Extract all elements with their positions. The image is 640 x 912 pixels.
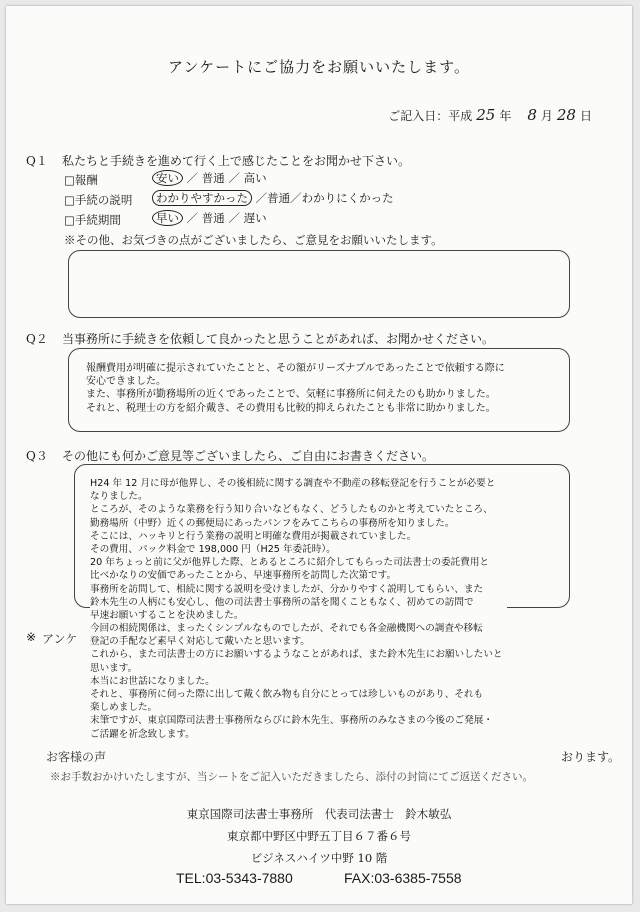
- hidden-anke-text: アンケ: [42, 632, 78, 646]
- other-answers: ／普通／わかりにくかった: [255, 191, 394, 205]
- row-label: 報酬: [74, 173, 98, 187]
- answer-line: 事務所を訪問して、相続に関する説明を受けましたが、分かりやすく説明してもらい、また: [90, 583, 484, 595]
- answer-line: その費用、パック料金で 198,000 円（H25 年委託時）。: [90, 543, 336, 555]
- date-day-unit: 日: [579, 109, 592, 123]
- answer-line: 思います。: [90, 662, 138, 674]
- row-label: 手続期間: [74, 213, 121, 227]
- selected-answer[interactable]: 安い: [152, 170, 183, 186]
- answer-line: それと、事務所に伺った際に出して戴く飲み物も自分にとっては珍しいものがあり、それも: [90, 689, 484, 700]
- office-name: 東京国際司法書士事務所 代表司法書士 鈴木敏弘: [186, 807, 452, 821]
- q1-row-explanation: [64, 192, 132, 208]
- answer-line: 楽しめました。: [90, 702, 158, 714]
- page-title: アンケートにご協力をお願いいたします。: [168, 58, 470, 76]
- q1-row-explanation-answer: [152, 190, 394, 206]
- q3-question: その他にも何かご意見等ございましたら、ご自由にお書きください。: [62, 449, 435, 463]
- answer-line: 比べかなりの安価であったことから、早速事務所を訪問した次第です。: [90, 570, 397, 582]
- answer-line: それと、税理士の方を紹介戴き、その費用も比較的抑えられたことも非常に助かりました。: [86, 402, 496, 414]
- answer-line: なりました。: [90, 491, 148, 503]
- q2-answer-text: [86, 362, 505, 415]
- selected-answer[interactable]: わかりやすかった: [152, 190, 252, 206]
- date-year: 25: [476, 106, 496, 124]
- answer-line: そこには、ハッキリと行う業務の説明と明確な費用が掲載されていました。: [90, 530, 417, 542]
- answer-line: 勤務場所（中野）近くの郵便局にあったパンフをみてこちらの事務所を知りました。: [90, 517, 455, 529]
- q2-question: 当事務所に手続きを依頼して良かったと思うことがあれば、お聞かせください。: [62, 332, 495, 346]
- answer-line: 本当にお世話になりました。: [90, 675, 215, 687]
- answer-line: 20 年ちょっと前に父が他界した際、とあるところに紹介してもらった司法書士の委託費用と: [90, 557, 490, 569]
- q1-label: Q１: [26, 154, 48, 168]
- date-prefix: ご記入日：平成: [388, 109, 473, 123]
- answer-line: 末筆ですが、東京国際司法書士事務所ならびに鈴木先生、事務所のみなさまの今後のご発展・: [90, 715, 493, 727]
- office-building: ビジネスハイツ中野 10 階: [250, 851, 388, 865]
- survey-sheet: [6, 6, 632, 904]
- answer-line: ご活躍を祈念致します。: [90, 728, 195, 740]
- date-day: 28: [556, 106, 576, 124]
- q1-question: 私たちと手続きを進めて行く上で感じたことをお聞かせ下さい。: [62, 154, 411, 168]
- answer-line: 登記の手配など素早く対応して戴いたと思います。: [90, 636, 310, 648]
- checkbox[interactable]: □: [64, 173, 75, 187]
- q1-row-fee: [64, 172, 98, 188]
- date-month-unit: 月: [540, 109, 553, 123]
- fax-number: FAX:03-6385-7558: [344, 870, 462, 886]
- answer-line: 鈴木先生の人柄にも安心し、他の司法書士事務所の話を聞くこともなく、初めての訪問で: [90, 596, 474, 608]
- answer-line: ところが、そのような業務を行う知り合いなどもなく、どうしたものかと考えていたところ、: [90, 504, 493, 516]
- row-label: 手続の説明: [74, 193, 133, 207]
- q1-note: ※その他、お気づきの点がございましたら、ご意見をお願いいたします。: [64, 233, 443, 247]
- q2-label: Q２: [26, 332, 48, 346]
- answer-line: 早速お願いすることを決めました。: [90, 609, 244, 621]
- hidden-orimasu-text: おります。: [561, 750, 621, 764]
- q1-comment-box[interactable]: [68, 250, 570, 318]
- answer-line: 安心できました。: [86, 376, 166, 388]
- q1-row-period-answer: [152, 210, 267, 226]
- hidden-asterisk: ※: [26, 630, 37, 644]
- date-year-unit: 年: [499, 109, 512, 123]
- other-answers: ／ 普通 ／ 遅い: [186, 211, 267, 225]
- checkbox[interactable]: □: [64, 213, 75, 227]
- answer-line: 報酬費用が明確に提示されていたことと、その額がリーズナブルであったことで依頼する際に: [86, 363, 505, 374]
- q1-row-period: [64, 212, 121, 228]
- closing-note: ※お手数おかけいたしますが、当シートをご記入いただきましたら、添付の封筒にてご返送ください。: [50, 771, 533, 783]
- answer-line: これから、また司法書士の方にお願いするようなことがあれば、また鈴木先生にお願いしたいと: [90, 649, 503, 661]
- date-month: 8: [527, 106, 537, 124]
- answer-line: 今回の相続関係は、まったくシンプルなものでしたが、それでも各金融機関への調査や移転: [90, 623, 483, 635]
- other-answers: ／ 普通 ／ 高い: [186, 171, 267, 185]
- office-address: 東京都中野区中野五丁目６７番６号: [227, 829, 411, 843]
- q3-answer-text: [90, 477, 507, 741]
- answer-line: また、事務所が勤務場所の近くであったことで、気軽に事務所に伺えたのも助かりました。: [86, 389, 496, 401]
- q3-label: Q３: [26, 449, 48, 463]
- selected-answer[interactable]: 早い: [152, 210, 183, 226]
- hidden-customer-voice-text: お客様の声: [46, 750, 107, 764]
- entry-date: [388, 106, 592, 124]
- checkbox[interactable]: □: [64, 193, 75, 207]
- tel-number: TEL:03-5343-7880: [176, 870, 293, 886]
- answer-line: H24 年 12 月に母が他界し、その後相続に関する調査や不動産の移転登記を行うことが必要と: [90, 478, 496, 489]
- q1-row-fee-answer: [152, 170, 267, 186]
